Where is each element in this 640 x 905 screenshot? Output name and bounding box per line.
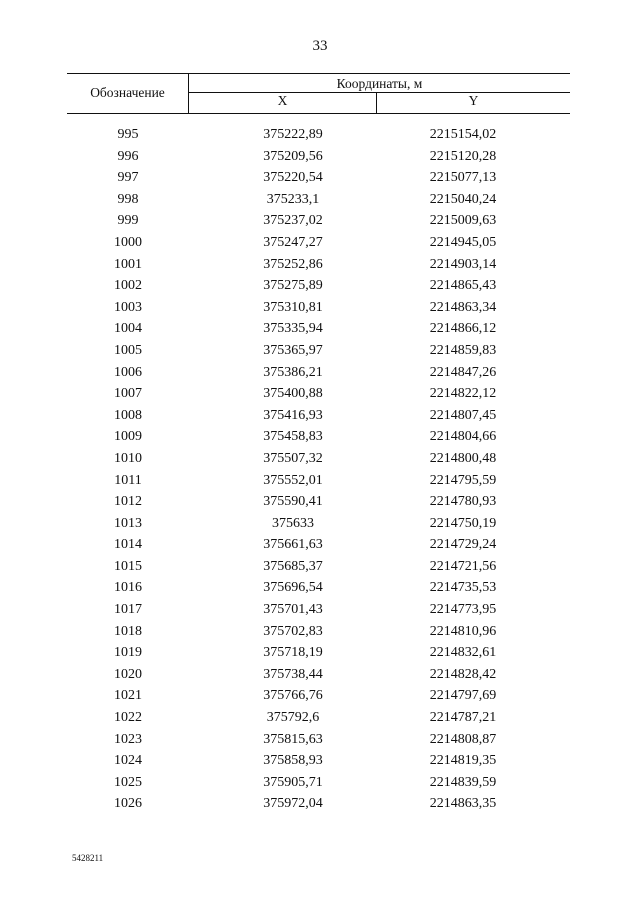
table-header <box>67 73 570 114</box>
cell-y: 2214839,59 <box>429 774 497 790</box>
cell-x: 375507,32 <box>263 450 323 466</box>
cell-x: 375386,21 <box>263 364 323 380</box>
cell-x: 375701,43 <box>263 602 323 618</box>
table-row <box>0 189 640 211</box>
cell-x: 375633 <box>272 515 314 531</box>
cell-x: 375233,1 <box>266 191 320 207</box>
cell-x: 375738,44 <box>263 666 323 682</box>
cell-x: 375661,63 <box>263 537 323 553</box>
cell-y: 2214810,96 <box>429 623 497 639</box>
cell-designation: 1023 <box>114 731 142 747</box>
cell-x: 375416,93 <box>263 407 323 423</box>
cell-x: 375815,63 <box>263 731 323 747</box>
cell-y: 2214822,12 <box>429 386 497 402</box>
table-row <box>0 556 640 578</box>
cell-designation: 1021 <box>114 688 142 704</box>
table-row <box>0 210 640 232</box>
cell-designation: 1019 <box>114 645 142 661</box>
cell-x: 375696,54 <box>263 580 323 596</box>
cell-x: 375718,19 <box>263 645 323 661</box>
table-row <box>0 750 640 772</box>
table-row <box>0 146 640 168</box>
cell-y: 2214807,45 <box>429 407 497 423</box>
cell-x: 375209,56 <box>263 148 323 164</box>
cell-y: 2214808,87 <box>429 731 497 747</box>
cell-x: 375905,71 <box>263 774 323 790</box>
cell-designation: 1025 <box>114 774 142 790</box>
cell-x: 375792,6 <box>266 710 320 726</box>
cell-designation: 1015 <box>114 558 142 574</box>
cell-designation: 1001 <box>114 256 142 272</box>
cell-x: 375310,81 <box>263 299 323 315</box>
cell-x: 375365,97 <box>263 342 323 358</box>
table-body <box>0 124 640 815</box>
cell-x: 375400,88 <box>263 386 323 402</box>
cell-y: 2214800,48 <box>429 450 497 466</box>
table-row <box>0 167 640 189</box>
cell-y: 2214729,24 <box>429 537 497 553</box>
cell-y: 2214903,14 <box>429 256 497 272</box>
table-row <box>0 340 640 362</box>
cell-designation: 995 <box>117 127 139 142</box>
cell-x: 375275,89 <box>263 278 323 294</box>
cell-x: 375702,83 <box>263 623 323 639</box>
table-row <box>0 405 640 427</box>
cell-designation: 1009 <box>114 429 142 445</box>
cell-y: 2214859,83 <box>429 342 497 358</box>
cell-designation: 1008 <box>114 407 142 423</box>
cell-x: 375766,76 <box>263 688 323 704</box>
cell-designation: 1024 <box>114 753 142 769</box>
header-designation: Обозначение <box>90 85 165 100</box>
page-number: 33 <box>312 38 328 54</box>
cell-x: 375552,01 <box>263 472 323 488</box>
cell-x: 375335,94 <box>263 321 323 337</box>
cell-designation: 1012 <box>114 494 142 510</box>
table-row <box>0 362 640 384</box>
cell-designation: 1022 <box>114 710 142 726</box>
table-row <box>0 599 640 621</box>
cell-y: 2214780,93 <box>429 494 497 510</box>
cell-designation: 1007 <box>114 386 142 402</box>
cell-designation: 1004 <box>114 321 142 337</box>
cell-x: 375237,02 <box>263 213 323 229</box>
cell-x: 375858,93 <box>263 753 323 769</box>
cell-y: 2214945,05 <box>429 234 497 250</box>
cell-x: 375685,37 <box>263 558 323 574</box>
table-row <box>0 124 640 146</box>
cell-y: 2214735,53 <box>429 580 497 596</box>
cell-x: 375590,41 <box>263 494 323 510</box>
cell-y: 2214865,43 <box>429 278 497 294</box>
cell-x: 375252,86 <box>263 256 323 272</box>
cell-y: 2215120,28 <box>429 148 497 164</box>
table-row <box>0 707 640 729</box>
table-row <box>0 621 640 643</box>
cell-designation: 997 <box>117 170 139 186</box>
table-row <box>0 383 640 405</box>
cell-designation: 1006 <box>114 364 142 380</box>
cell-y: 2215009,63 <box>429 213 497 229</box>
header-x: X <box>277 93 288 108</box>
header-coordinates: Координаты, м <box>336 76 423 91</box>
cell-x: 375222,89 <box>263 127 323 142</box>
cell-designation: 1017 <box>114 602 142 618</box>
table-row <box>0 577 640 599</box>
table-row <box>0 318 640 340</box>
table-row <box>0 642 640 664</box>
cell-designation: 1020 <box>114 666 142 682</box>
cell-x: 375220,54 <box>263 170 323 186</box>
cell-designation: 1016 <box>114 580 142 596</box>
cell-y: 2214847,26 <box>429 364 497 380</box>
cell-y: 2214819,35 <box>429 753 497 769</box>
document-code: 5428211 <box>72 853 104 863</box>
table-row <box>0 232 640 254</box>
header-y: Y <box>468 93 479 108</box>
cell-y: 2215154,02 <box>429 127 497 142</box>
table-row <box>0 513 640 535</box>
cell-designation: 998 <box>117 191 139 207</box>
table-row <box>0 534 640 556</box>
cell-designation: 1010 <box>114 450 142 466</box>
cell-designation: 1013 <box>114 515 142 531</box>
cell-y: 2214773,95 <box>429 602 497 618</box>
table-row <box>0 685 640 707</box>
cell-y: 2214863,34 <box>429 299 497 315</box>
cell-designation: 1003 <box>114 299 142 315</box>
cell-x: 375458,83 <box>263 429 323 445</box>
cell-y: 2214866,12 <box>429 321 497 337</box>
cell-y: 2214804,66 <box>429 429 497 445</box>
cell-y: 2214832,61 <box>429 645 497 661</box>
cell-designation: 1002 <box>114 278 142 294</box>
cell-y: 2215040,24 <box>429 191 497 207</box>
table-row <box>0 448 640 470</box>
table-row <box>0 793 640 815</box>
cell-y: 2214795,59 <box>429 472 497 488</box>
cell-designation: 996 <box>117 148 139 164</box>
table-row <box>0 491 640 513</box>
table-row <box>0 772 640 794</box>
cell-y: 2214863,35 <box>429 796 497 812</box>
cell-y: 2215077,13 <box>429 170 497 186</box>
cell-designation: 999 <box>117 213 139 229</box>
table-row <box>0 297 640 319</box>
table-row <box>0 275 640 297</box>
cell-designation: 1018 <box>114 623 142 639</box>
table-row <box>0 729 640 751</box>
cell-designation: 1005 <box>114 342 142 358</box>
cell-designation: 1000 <box>114 234 142 250</box>
cell-y: 2214750,19 <box>429 515 497 531</box>
cell-x: 375247,27 <box>263 234 323 250</box>
table-row <box>0 426 640 448</box>
cell-designation: 1026 <box>114 796 142 812</box>
cell-designation: 1011 <box>114 472 142 488</box>
cell-x: 375972,04 <box>263 796 323 812</box>
table-row <box>0 254 640 276</box>
cell-designation: 1014 <box>114 537 142 553</box>
cell-y: 2214828,42 <box>429 666 497 682</box>
cell-y: 2214797,69 <box>429 688 497 704</box>
cell-y: 2214721,56 <box>429 558 497 574</box>
table-row <box>0 664 640 686</box>
table-row <box>0 470 640 492</box>
cell-y: 2214787,21 <box>429 710 497 726</box>
